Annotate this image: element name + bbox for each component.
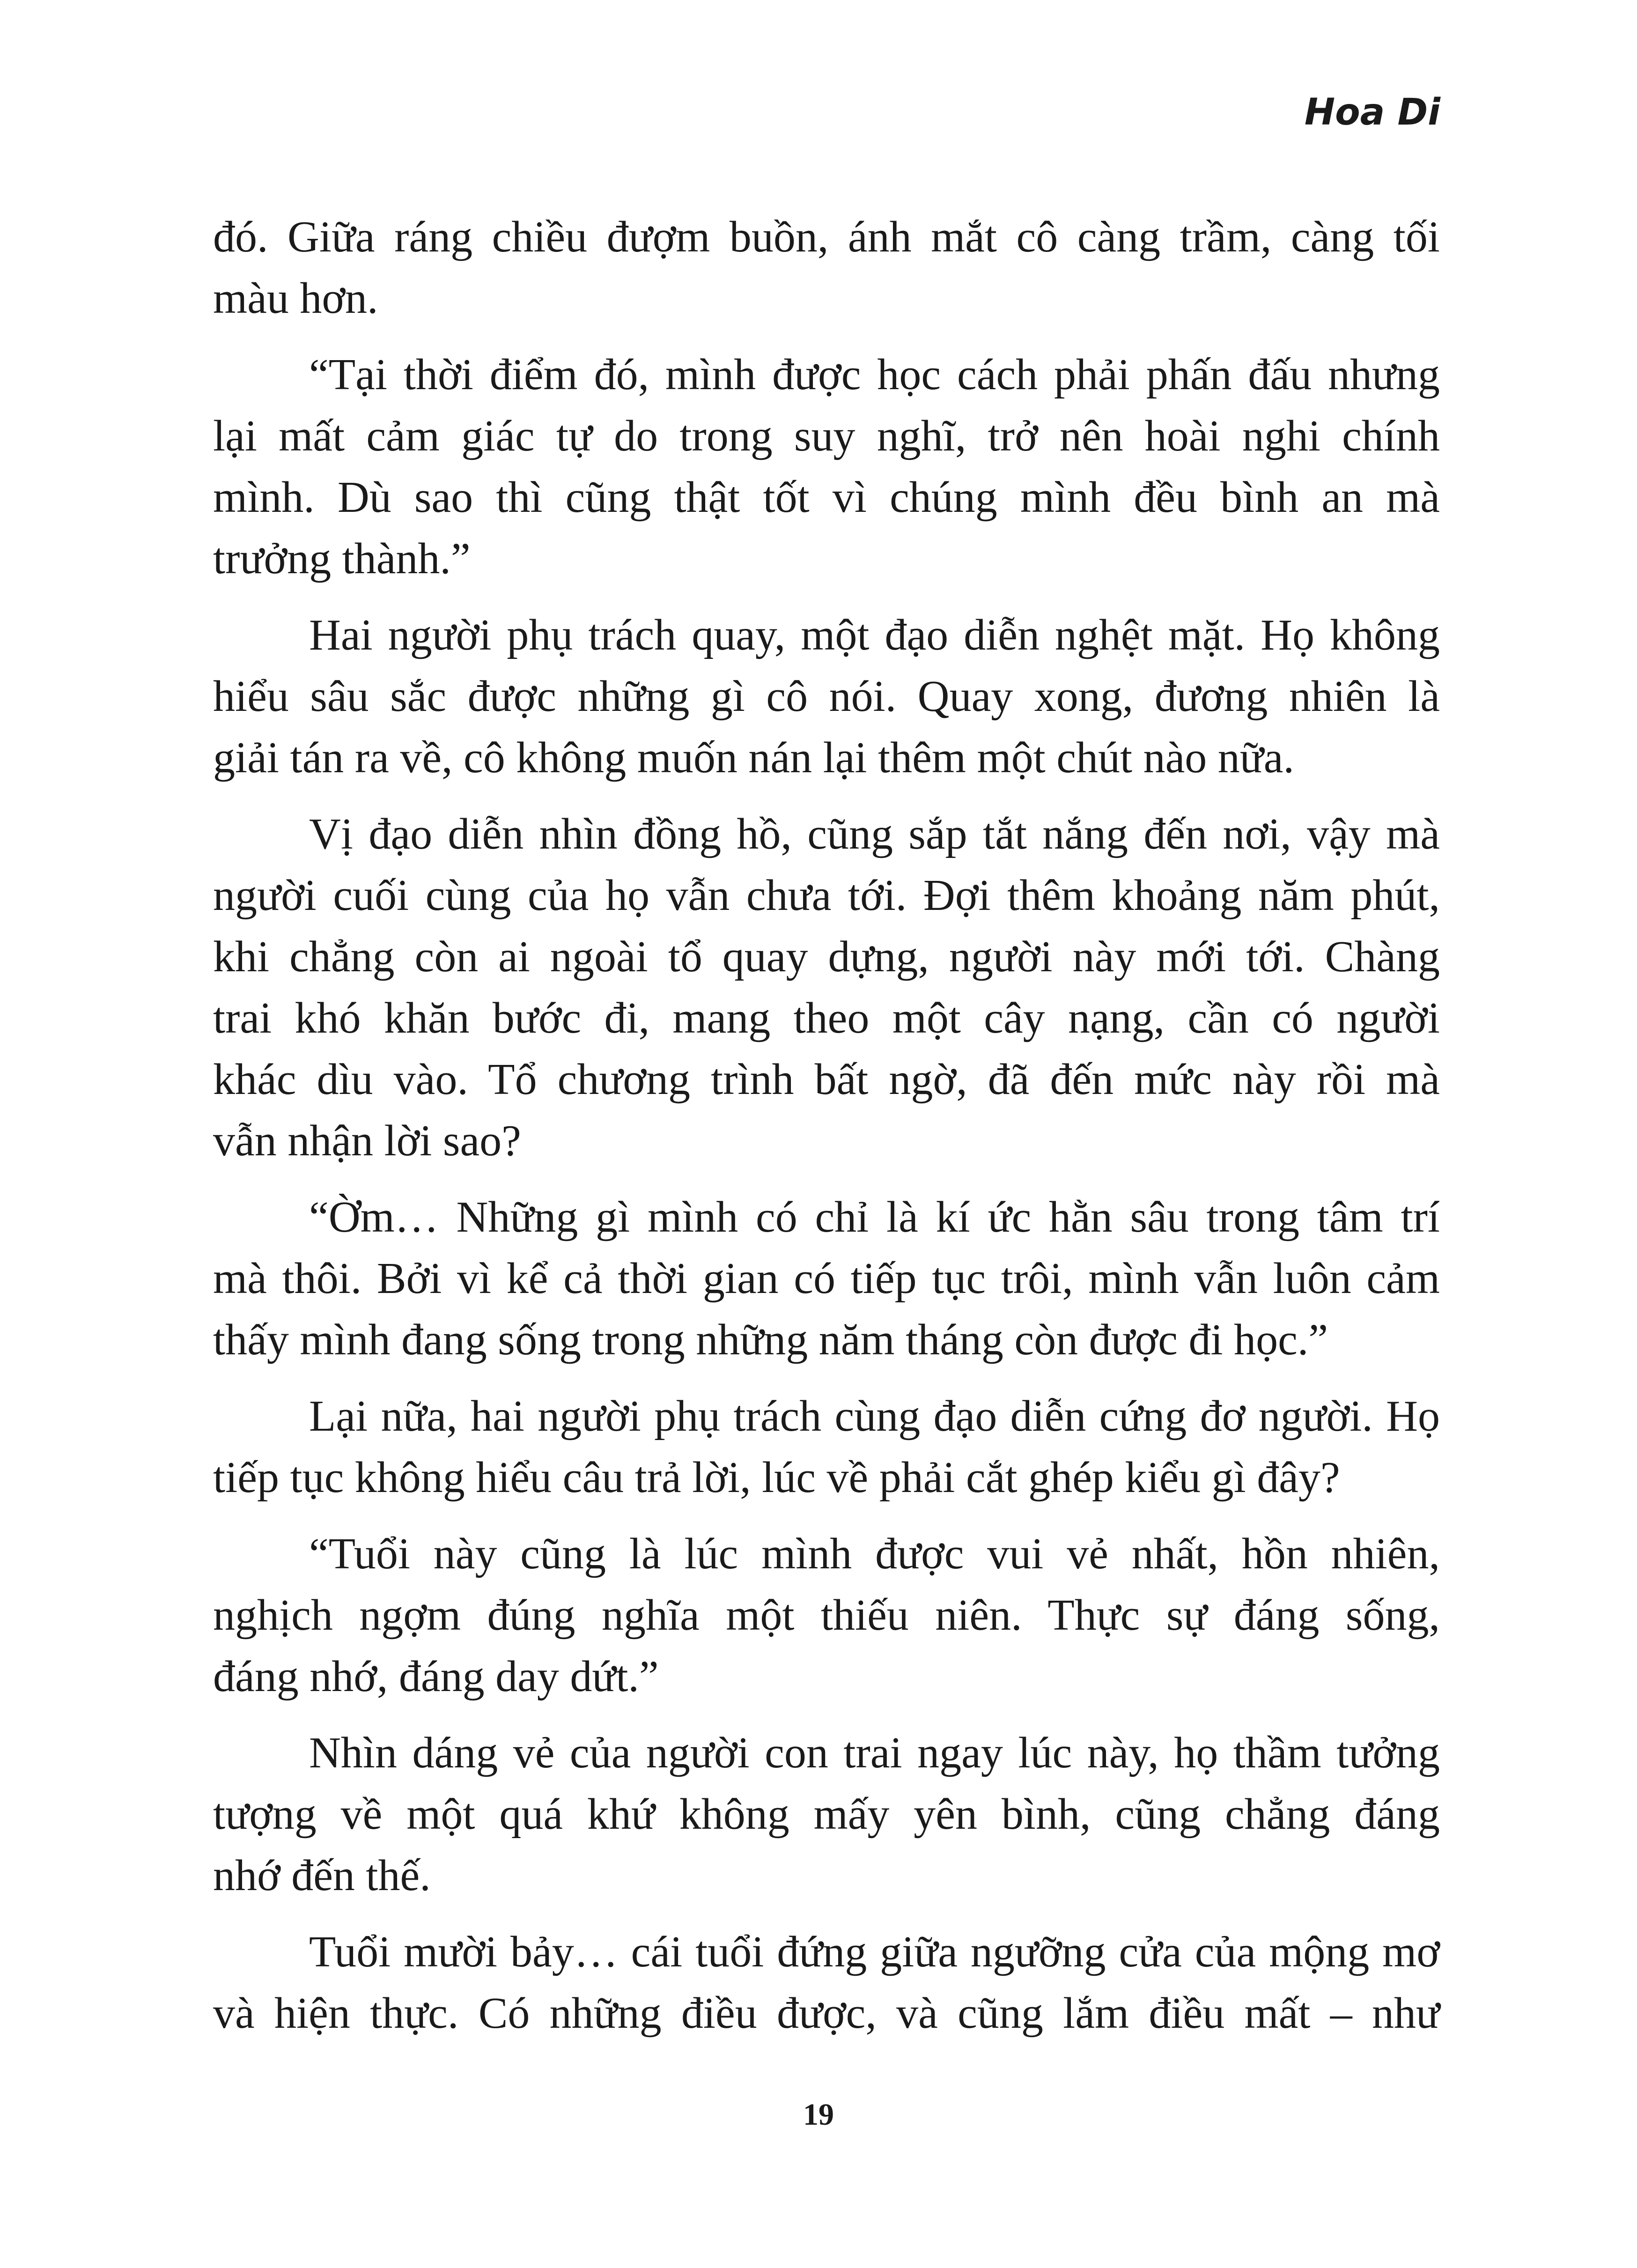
text-line: tượng về một quá khứ không mấy yên bình, cũng chẳng đáng	[213, 1790, 1440, 1839]
text-line: “Ờm… Những gì mình có chỉ là kí ức hằn sâu trong tâm trí	[309, 1193, 1440, 1241]
text-line: thấy mình đang sống trong những năm tháng còn được đi học.”	[213, 1315, 1328, 1364]
text-line: đó. Giữa ráng chiều đượm buồn, ánh mắt cô càng trầm, càng tối	[213, 213, 1440, 261]
paragraph	[213, 804, 1440, 1172]
text-line: và hiện thực. Có những điều được, và cũng lắm điều mất – như	[213, 1989, 1440, 2038]
page-body	[213, 207, 1440, 2059]
text-line: lại mất cảm giác tự do trong suy nghĩ, trở nên hoài nghi chính	[213, 412, 1440, 460]
text-line: “Tuổi này cũng là lúc mình được vui vẻ nhất, hồn nhiên,	[309, 1529, 1440, 1578]
text-line: Hai người phụ trách quay, một đạo diễn nghệt mặt. Họ không	[309, 611, 1440, 659]
paragraph	[213, 1722, 1440, 1906]
text-line: trưởng thành.”	[213, 534, 471, 583]
paragraph	[213, 1386, 1440, 1508]
paragraph	[213, 207, 1440, 329]
text-line: vẫn nhận lời sao?	[213, 1116, 521, 1165]
running-header: Hoa Di	[1304, 91, 1440, 133]
text-line: giải tán ra về, cô không muốn nán lại thêm một chút nào nữa.	[213, 733, 1294, 782]
text-line: nhớ đến thế.	[213, 1851, 431, 1900]
text-line: hiểu sâu sắc được những gì cô nói. Quay xong, đương nhiên là	[213, 672, 1440, 721]
paragraph	[213, 605, 1440, 789]
paragraph	[213, 344, 1440, 590]
paragraph	[213, 1921, 1440, 2044]
text-line: tiếp tục không hiểu câu trả lời, lúc về phải cắt ghép kiểu gì đây?	[213, 1453, 1340, 1502]
text-line: đáng nhớ, đáng day dứt.”	[213, 1652, 659, 1701]
text-line: mà thôi. Bởi vì kể cả thời gian có tiếp tục trôi, mình vẫn luôn cảm	[213, 1254, 1440, 1303]
text-line: trai khó khăn bước đi, mang theo một cây nạng, cần có người	[213, 994, 1440, 1042]
text-line: Lại nữa, hai người phụ trách cùng đạo diễn cứng đơ người. Họ	[309, 1392, 1440, 1441]
text-line: Nhìn dáng vẻ của người con trai ngay lúc này, họ thầm tưởng	[309, 1729, 1440, 1777]
text-line: Vị đạo diễn nhìn đồng hồ, cũng sắp tắt nắng đến nơi, vậy mà	[309, 810, 1440, 858]
page-number: 19	[803, 2098, 834, 2132]
text-line: khác dìu vào. Tổ chương trình bất ngờ, đã đến mức này rồi mà	[213, 1055, 1440, 1104]
text-line: màu hơn.	[213, 274, 378, 323]
text-line: Tuổi mười bảy… cái tuổi đứng giữa ngưỡng cửa của mộng mơ	[309, 1928, 1440, 1976]
text-line: mình. Dù sao thì cũng thật tốt vì chúng mình đều bình an mà	[213, 473, 1440, 522]
text-line: khi chẳng còn ai ngoài tổ quay dựng, người này mới tới. Chàng	[213, 932, 1440, 981]
paragraph	[213, 1187, 1440, 1371]
paragraph	[213, 1523, 1440, 1707]
text-line: nghịch ngợm đúng nghĩa một thiếu niên. Thực sự đáng sống,	[213, 1591, 1440, 1640]
text-line: người cuối cùng của họ vẫn chưa tới. Đợi thêm khoảng năm phút,	[213, 871, 1440, 920]
text-line: “Tại thời điểm đó, mình được học cách phải phấn đấu nhưng	[309, 350, 1440, 399]
